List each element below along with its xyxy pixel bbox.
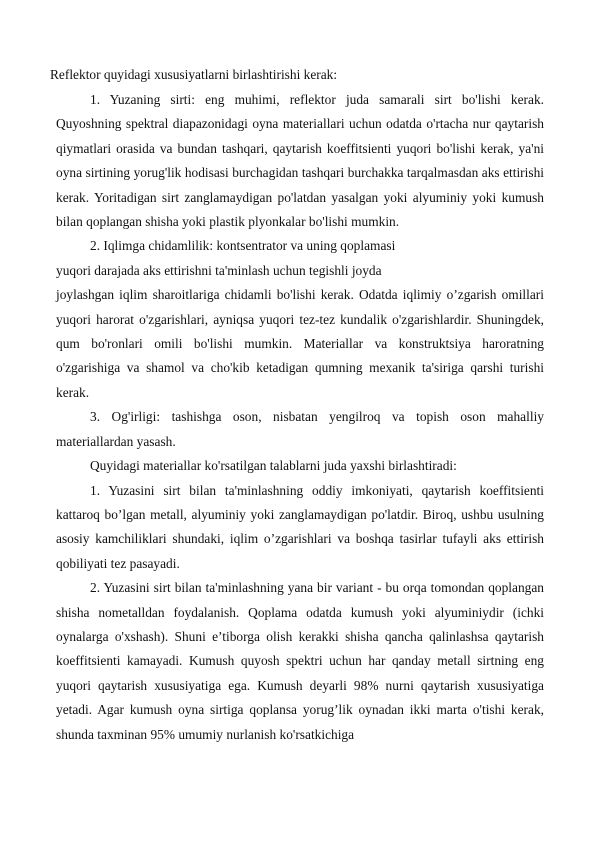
- paragraph-materials-intro: Quyidagi materiallar ko'rsatilgan talablarni juda yaxshi birlashtiradi:: [90, 458, 457, 474]
- paragraph-glass-mirror-option: 2. Yuzasini sirt bilan ta'minlashning yana bir variant - bu orqa tomondan qoplangan shisha nometalldan foydalanish. Qoplama odatda kumush yoki alyuminiydir (ichki oynalarga o'xshash). Shuni e’tiborga olish kerakki shisha qancha qalinlashsa qaytarish koeffitsienti kamayadi. Kumush quyosh spektri uchun har qanday metall sirtning eng yuqori qaytarish xususiyatiga ega. Kumush deyarli 98% nurni qaytarish xususiyatiga yetadi. Agar kumush oyna sirtiga qoplansa yorug’lik oynadan ikki marta o'tishi kerak, shunda taxminan 95% umumiy nurlanish ko'rsatkichiga: [56, 580, 544, 742]
- paragraph-metal-option: 1. Yuzasini sirt bilan ta'minlashning oddiy imkoniyati, qaytarish koeffitsienti kattaroq bo’lgan metall, alyuminiy yoki zanglamaydigan po'latdir. Biroq, ushbu usulning asosiy kamchiliklari shundaki, iqlim o’zgarishlari va boshqa tasirlar tufayli aks ettirish qobiliyati tez pasayadi.: [56, 482, 544, 571]
- section-heading: Reflektor quyidagi xususiyatlarni birlashtirishi kerak:: [50, 67, 338, 82]
- paragraph-climate-resistance: 2. Iqlimga chidamlilik: kontsentrator va uning qoplamasi: [90, 238, 396, 254]
- document-body: [56, 88, 544, 747]
- paragraph-weight: 3. Og'irligi: tashishga oson, nisbatan yengilroq va topish oson mahalliy materiallardan yasash.: [56, 409, 544, 449]
- paragraph-climate-factors: joylashgan iqlim sharoitlariga chidamli bo'lishi kerak. Odatda iqlimiy o’zgarish omillari yuqori harorat o'zgarishlari, ayniqsa yuqori tez-tez kundalik o'zgarishlardir. Shuningdek, qum bo'ronlari omili bo'lishi mumkin. Materiallar va konstruktsiya haroratning o'zgarishiga va shamol va cho'kib ketadigan qumning mexanik ta'siriga qarshi turishi kerak.: [56, 287, 544, 400]
- paragraph-surface: 1. Yuzaning sirti: eng muhimi, reflektor juda samarali sirt bo'lishi kerak. Quyoshning spektral diapazonidagi oyna materiallari uchun odatda o'rtacha nur qaytarish qiymatlari orasida va bundan tashqari, qaytarish koeffitsienti yuqori bo'lishi kerak, ya'ni oyna sirtining yorug'lik hodisasi burchagidan tashqari burchakka tarqalmasdan aks ettirishi kerak. Yoritadigan sirt zanglamaydigan po'latdan yasalgan yoki alyuminiy yoki kumush bilan qoplangan shisha yoki plastik plyonkalar bo'lishi mumkin.: [56, 92, 544, 230]
- paragraph-climate-continued: yuqori darajada aks ettirishni ta'minlash uchun tegishli joyda: [56, 262, 382, 278]
